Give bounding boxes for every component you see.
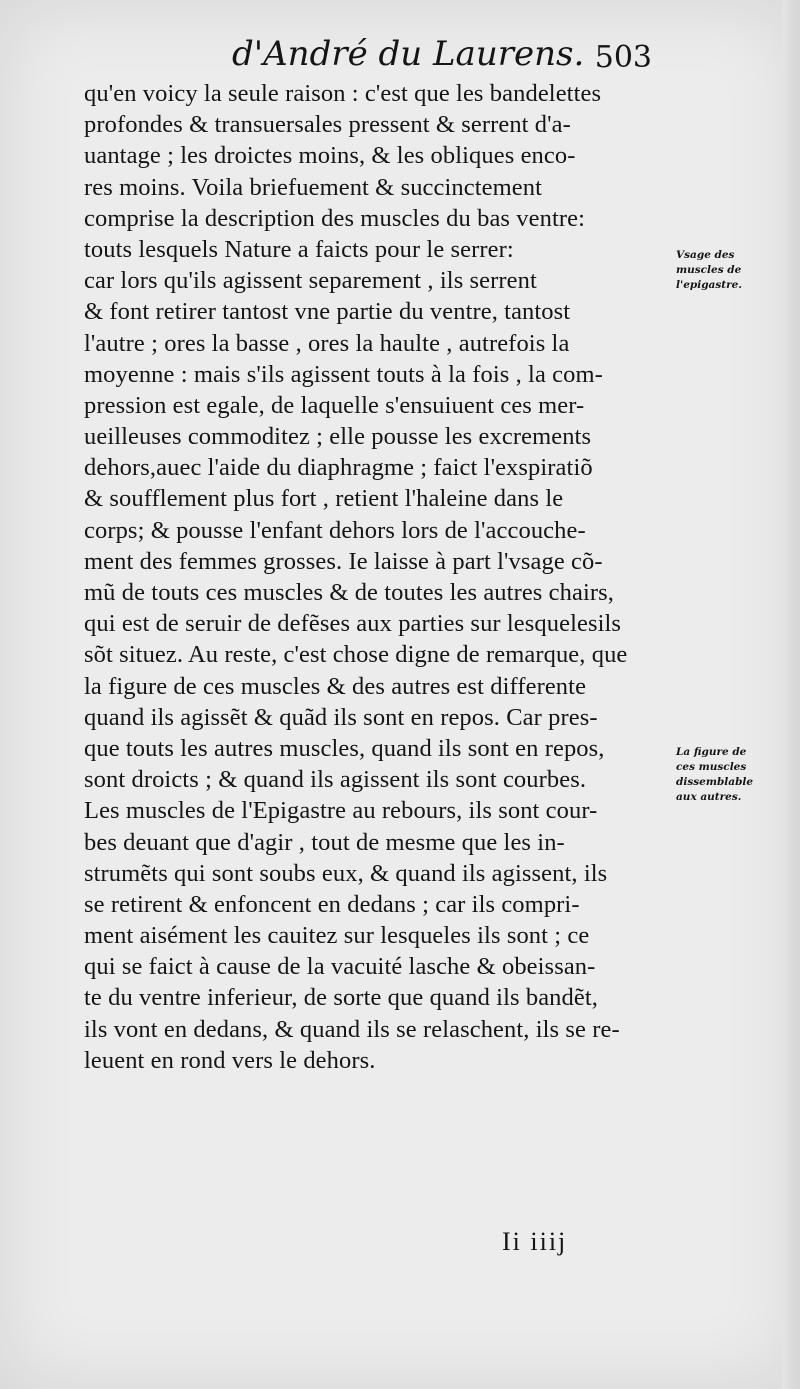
margin-note-line: aux autres. — [676, 791, 742, 803]
text-line: profondes & transuersales pressent & serrent d'a- — [84, 111, 571, 139]
text-line: sont droicts ; & quand ils agissent ils sont courbes. — [84, 766, 587, 794]
text-line: que touts les autres muscles, quand ils sont en repos, — [84, 734, 605, 762]
text-line: comprise la description des muscles du bas ventre: — [84, 204, 585, 232]
text-line: dehors,auec l'aide du diaphragme ; faict l'exspiratiõ — [84, 454, 593, 482]
margin-note-line: l'epigastre. — [676, 279, 742, 291]
text-line: touts lesquels Nature a faicts pour le serrer: — [84, 235, 514, 263]
text-line: l'autre ; ores la basse , ores la haulte , autrefois la — [84, 329, 570, 357]
page-edge-shadow — [782, 0, 800, 1389]
margin-note-line: ces muscles — [676, 761, 747, 773]
text-line: te du ventre inferieur, de sorte que quand ils bandẽt, — [84, 984, 598, 1012]
margin-note-usage — [676, 248, 788, 293]
text-line: ment aisément les cauitez sur lesqueles ils sont ; ce — [84, 922, 590, 950]
text-line: res moins. Voila briefuement & succinctement — [84, 173, 542, 201]
text-line: mũ de touts ces muscles & de toutes les autres chairs, — [84, 579, 614, 606]
text-line: pression est egale, de laquelle s'ensuiuent ces mer- — [84, 391, 585, 419]
text-line: bes deuant que d'agir , tout de mesme que les in- — [84, 828, 565, 856]
page-header — [232, 32, 652, 84]
text-line: qui est de seruir de defẽses aux parties sur lesquelesils — [84, 610, 622, 638]
text-line: Les muscles de l'Epigastre au rebours, ils sont cour- — [84, 797, 598, 825]
text-line: la figure de ces muscles & des autres est differente — [84, 672, 587, 700]
text-line: & soufflement plus fort , retient l'haleine dans le — [84, 485, 564, 513]
text-line: ueilleuses commoditez ; elle pousse les excrements — [84, 423, 592, 451]
signature-mark: Ii iiij — [502, 1227, 568, 1256]
running-title: d'André du Laurens. — [232, 34, 585, 74]
text-line: leuent en rond vers le dehors. — [84, 1046, 376, 1074]
text-line: ment des femmes grosses. Ie laisse à part l'vsage cõ- — [84, 547, 603, 575]
text-line: moyenne : mais s'ils agissent touts à la fois , la com- — [84, 360, 603, 388]
text-line: car lors qu'ils agissent separement , ils serrent — [84, 267, 537, 295]
margin-note-line: La figure de — [676, 746, 747, 758]
text-line: corps; & pousse l'enfant dehors lors de l'accouche- — [84, 516, 586, 544]
text-line: sõt situez. Au reste, c'est chose digne de remarque, que — [84, 641, 628, 669]
text-line: strumẽts qui sont soubs eux, & quand ils agissent, ils — [84, 859, 608, 887]
text-line: se retirent & enfoncent en dedans ; car ils compri- — [84, 890, 580, 918]
text-line: uantage ; les droictes moins, & les obliques enco- — [84, 142, 576, 170]
text-line: & font retirer tantost vne partie du ventre, tantost — [84, 298, 571, 326]
margin-note-line: Vsage des — [676, 249, 735, 261]
margin-note-line: dissemblable — [676, 776, 754, 788]
text-line: qui se faict à cause de la vacuité lasche & obeissan- — [84, 953, 596, 981]
page-number: 503 — [594, 40, 652, 75]
margin-note-line: muscles de — [676, 264, 742, 276]
text-line: quand ils agissẽt & quãd ils sont en repos. Car pres- — [84, 703, 598, 731]
body-text — [84, 78, 680, 1076]
text-line: ils vont en dedans, & quand ils se relaschent, ils se re- — [84, 1015, 620, 1043]
margin-note-figure — [676, 745, 788, 805]
text-line: qu'en voicy la seule raison : c'est que les bandelettes — [84, 80, 602, 107]
